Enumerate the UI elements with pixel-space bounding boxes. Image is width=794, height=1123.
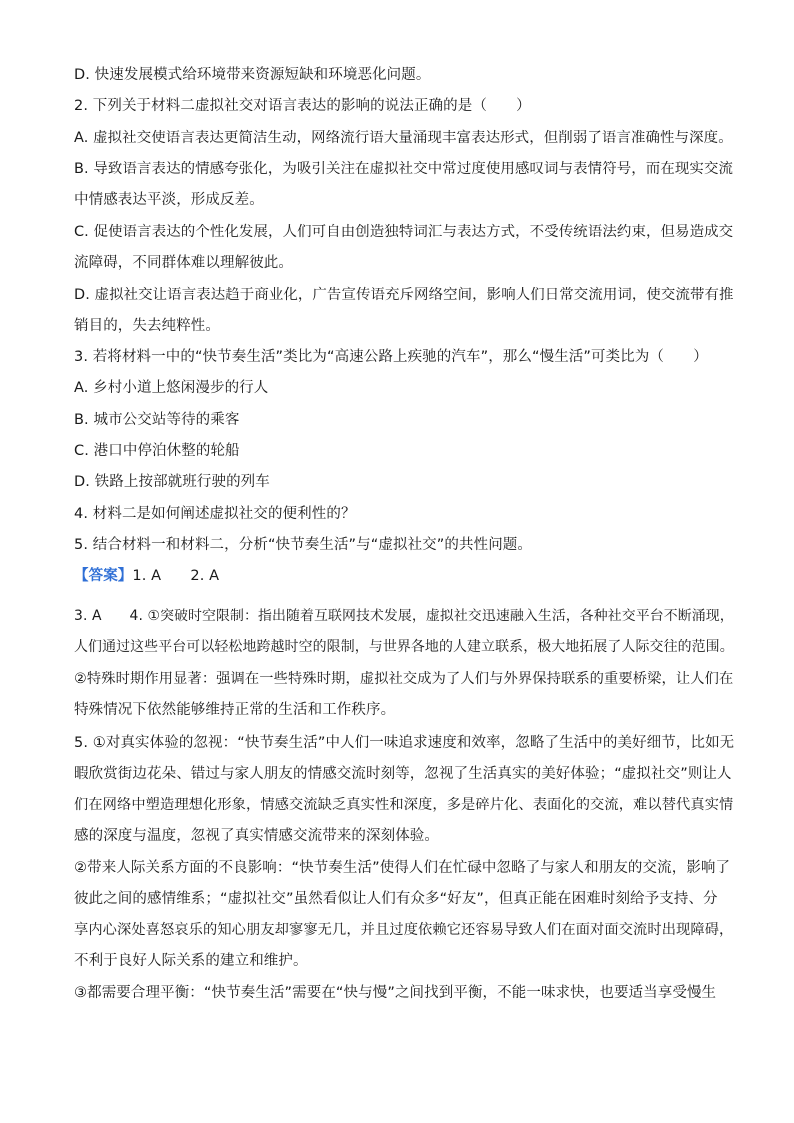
answer-5-point-2-cont-b: 享内心深处喜怒哀乐的知心朋友却寥寥无几，并且过度依赖它还容易导致人们在面对面交流时出现障碍， (74, 922, 734, 938)
answer-4-cont: 人们通过这些平台可以轻松地跨越时空的限制，与世界各地的人建立联系，极大地拓展了人际交往的范围。 (74, 639, 734, 655)
q3-option-d: D. 铁路上按部就班行驶的列车 (74, 474, 270, 490)
q3-option-b: B. 城市公交站等待的乘客 (74, 412, 240, 428)
question-2: 2. 下列关于材料二虚拟社交对语言表达的影响的说法正确的是（ ） (74, 98, 531, 114)
q2-option-c: C. 促使语言表达的个性化发展，人们可自由创造独特词汇与表达方式，不受传统语法约束，但易造成交 (74, 224, 734, 240)
answer-4-point-2-cont: 特殊情况下依然能够维持正常的生活和工作秩序。 (74, 702, 396, 718)
answer-5-point-1: 5. ①对真实体验的忽视：“快节奏生活”中人们一味追求速度和效率，忽略了生活中的美好细节，比如无 (74, 735, 735, 751)
answer-line (74, 566, 219, 586)
answer-5-point-1-cont-c: 感的深度与温度，忽视了真实情感交流带来的深刻体验。 (74, 828, 439, 844)
answer-5-point-3: ③都需要合理平衡：“快节奏生活”需要在“快与慢”之间找到平衡，不能一味求快，也要适当享受慢生 (74, 985, 717, 1001)
q2-option-b-cont: 中情感表达平淡，形成反差。 (74, 192, 264, 208)
q3-option-c: C. 港口中停泊休整的轮船 (74, 443, 240, 459)
answer-5-point-1-cont-b: 们在网络中塑造理想化形象，情感交流缺乏真实性和深度，多是碎片化、表面化的交流，难以替代真实情 (74, 797, 734, 813)
answer-5-point-2-cont-a: 彼此之间的感情维系；“虚拟社交”虽然看似让人们有众多“好友”，但真正能在困难时刻给予支持、分 (74, 891, 718, 907)
question-4: 4. 材料二是如何阐述虚拟社交的便利性的？ (74, 506, 356, 522)
answer-5-point-2-cont-c: 不利于良好人际关系的建立和维护。 (74, 953, 308, 969)
q2-option-a: A. 虚拟社交使语言表达更简洁生动，网络流行语大量涌现丰富表达形式，但削弱了语言准确性与深度。 (74, 130, 733, 146)
question-5: 5. 结合材料一和材料二，分析“快节奏生活”与“虚拟社交”的共性问题。 (74, 537, 532, 553)
q2-option-d-cont: 销目的，失去纯粹性。 (74, 318, 220, 334)
q1-option-d: D. 快速发展模式给环境带来资源短缺和环境恶化问题。 (74, 67, 431, 83)
answer-1-2: 1. A 2. A (132, 568, 220, 584)
answer-5-point-1-cont-a: 暇欣赏街边花朵、错过与家人朋友的情感交流时刻等，忽视了生活真实的美好体验；“虚拟社交”则让人 (74, 766, 732, 782)
q3-option-a: A. 乡村小道上悠闲漫步的行人 (74, 380, 269, 396)
q2-option-b: B. 导致语言表达的情感夸张化，为吸引关注在虚拟社交中常过度使用感叹词与表情符号，而在现实交流 (74, 161, 734, 177)
q2-option-c-cont: 流障碍，不同群体难以理解彼此。 (74, 255, 293, 271)
question-3: 3. 若将材料一中的“快节奏生活”类比为“高速公路上疾驰的汽车”，那么“慢生活”可类比为（ ） (74, 349, 708, 365)
answer-tag: 【答案】 (74, 568, 133, 584)
answer-5-point-2: ②带来人际关系方面的不良影响：“快节奏生活”使得人们在忙碌中忽略了与家人和朋友的交流，影响了 (74, 860, 731, 876)
q2-option-d: D. 虚拟社交让语言表达趋于商业化，广告宣传语充斥网络空间，影响人们日常交流用词，使交流带有推 (74, 287, 734, 303)
answer-3-4: 3. A 4. ①突破时空限制：指出随着互联网技术发展，虚拟社交迅速融入生活，各种社交平台不断涌现， (74, 608, 734, 624)
answer-4-point-2: ②特殊时期作用显著：强调在一些特殊时期，虚拟社交成为了人们与外界保持联系的重要桥梁，让人们在 (74, 671, 734, 687)
